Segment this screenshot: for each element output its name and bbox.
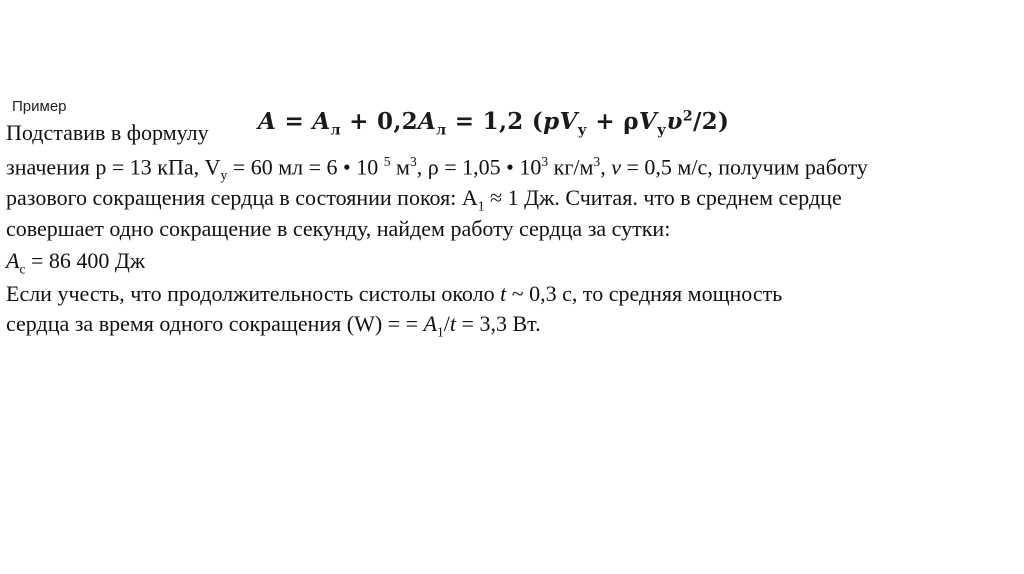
formula-v2: V	[638, 108, 658, 135]
work-formula	[258, 108, 729, 139]
daily-value: = 86 400 Дж	[25, 248, 146, 273]
intro-line: Подставив в формулу	[6, 120, 209, 145]
formula-eq2: = 1,2 (	[446, 108, 544, 135]
daily-work-line: совершает одно сокращение в секунду, найдем работу сердца за сутки:	[6, 216, 671, 241]
example-label: Пример	[12, 98, 67, 115]
systole-text-2: ~ 0,3 с, то средняя мощность	[506, 281, 783, 306]
power-sub-1: 1	[436, 324, 444, 340]
formula-u-sup: 2	[682, 108, 693, 125]
values-sup-5: 5	[383, 154, 391, 169]
rest-work-text-1: разового сокращения сердца в состоянии покоя: A	[6, 185, 478, 210]
power-a: A	[423, 311, 437, 336]
formula-al2: A	[417, 108, 437, 135]
power-slash: /	[443, 311, 450, 336]
values-v-italic: v	[611, 154, 621, 180]
values-text-3: м	[390, 154, 410, 180]
daily-sub-c: c	[19, 261, 26, 277]
formula-v-sub: у	[577, 122, 588, 139]
values-text-6: ,	[600, 154, 612, 180]
systole-t-italic: t	[500, 281, 507, 306]
daily-a: A	[6, 248, 20, 273]
values-sup-3a: 3	[409, 154, 417, 169]
formula-plus1: + 0,2	[340, 108, 418, 135]
systole-text-1: Если учесть, что продолжительность систолы около	[6, 281, 501, 306]
systole-line	[6, 283, 782, 305]
power-line	[6, 313, 541, 339]
formula-al: A	[312, 108, 331, 135]
values-text-7: = 0,5 м/с, получим работу	[621, 154, 868, 180]
formula-eq1: =	[276, 108, 313, 135]
formula-plus2: + ρ	[587, 108, 639, 135]
formula-u: υ	[666, 108, 683, 135]
formula-p: p	[543, 108, 560, 135]
values-text-2: = 60 мл = 6 • 10	[227, 154, 384, 180]
daily-result-line	[6, 250, 145, 276]
values-text-1: значения р = 13 кПа, V	[6, 154, 221, 180]
values-sup-3c: 3	[593, 154, 601, 169]
values-sub-y: у	[220, 167, 228, 183]
formula-al2-sub: л	[436, 122, 447, 139]
formula-end: /2)	[692, 108, 730, 135]
rest-work-text-2: ≈ 1 Дж. Считая. что в среднем сердце	[484, 185, 842, 210]
rest-work-sub-1: 1	[477, 198, 485, 214]
formula-a: A	[258, 108, 277, 135]
values-sup-3b: 3	[541, 154, 549, 169]
formula-v2-sub: у	[657, 122, 667, 139]
values-text-4: , ρ = 1,05 • 10	[416, 154, 542, 180]
rest-work-line	[6, 187, 842, 213]
values-text-5: кг/м	[548, 154, 594, 180]
formula-al-sub: л	[330, 122, 341, 139]
values-line	[6, 155, 868, 182]
power-text-1: сердца за время одного сокращения (W) = =	[6, 311, 424, 336]
power-t-italic: t	[449, 311, 457, 336]
power-value: = 3,3 Вт.	[456, 311, 541, 336]
formula-v: V	[559, 108, 578, 135]
